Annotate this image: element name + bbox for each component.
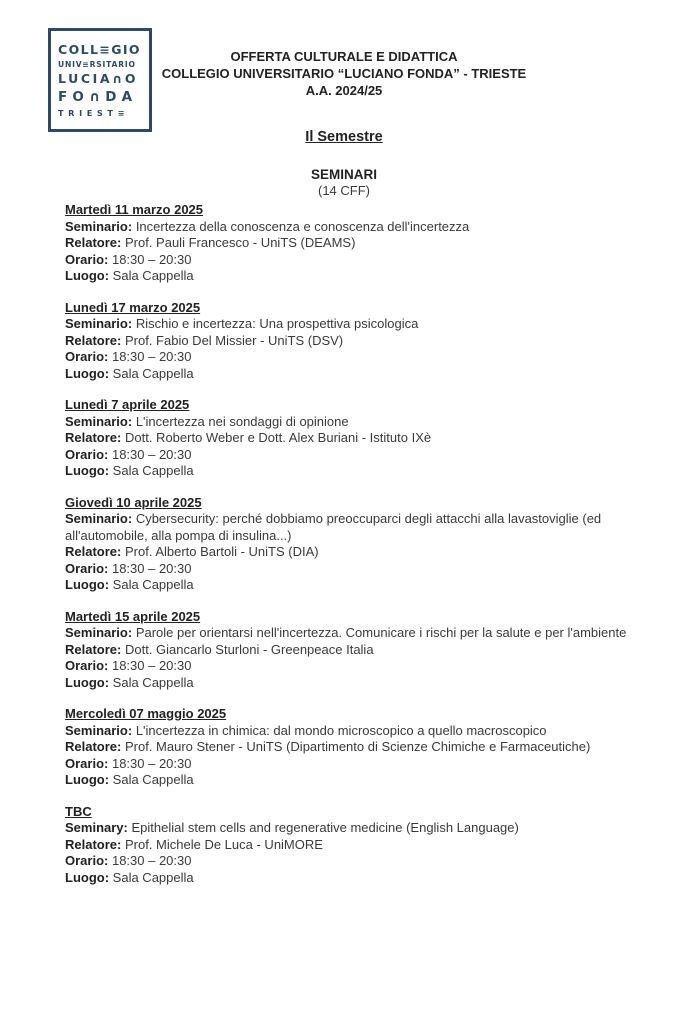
seminar-place-line [65,366,627,383]
seminar-speaker-line [65,837,627,854]
orario-label: Orario: [65,658,109,673]
seminar-list [0,199,688,886]
logo-line-luciano: LUCIA∩O [58,71,139,87]
header-title-line-2: COLLEGIO UNIVERSITARIO “LUCIANO FONDA” - TRIESTE [161,66,527,81]
seminar-title-line [65,219,627,236]
luogo-label: Luogo: [65,463,110,478]
logo-line-fonda: FO∩DA [58,89,138,106]
seminar-place-line [65,268,627,285]
relatore-label: Relatore: [65,430,122,445]
semester-heading: Il Semestre [305,129,383,145]
seminar-date: Martedì 15 aprile 2025 [65,608,201,624]
seminar-place: Sala Cappella [112,577,194,592]
seminar-title-line [65,723,627,740]
seminar-date: Lunedì 17 marzo 2025 [65,299,201,315]
seminar-speaker-line [65,544,627,561]
seminar-title: Parole per orientarsi nell'incertezza. Comunicare i rischi per la salute e per l'ambiente [135,625,627,640]
luogo-label: Luogo: [65,268,110,283]
logo-line-collegio: COLL≡GIO [58,41,141,57]
seminar-entry-1 [65,202,627,285]
seminar-title-line [65,511,627,544]
luogo-label: Luogo: [65,772,110,787]
relatore-label: Relatore: [65,836,122,852]
header-title-line-3: A.A. 2024/25 [305,83,383,98]
seminar-place: Sala Cappella [112,772,194,787]
seminar-speaker-line [65,333,627,350]
seminar-time: 18:30 – 20:30 [111,853,192,868]
seminar-time-line [65,349,627,366]
seminar-speaker-line [65,739,627,756]
section-credits: (14 CFF) [318,183,370,198]
seminar-speaker-line [65,430,627,447]
collegio-fonda-logo [48,28,152,132]
seminar-title: Rischio e incertezza: Una prospettiva psicologica [135,316,419,331]
orario-label: Orario: [65,755,109,771]
seminar-place: Sala Cappella [112,674,194,690]
seminar-title: Incertezza della conoscenza e conoscenza dell'incertezza [135,218,470,234]
seminar-speaker: Prof. Fabio Del Missier - UniTS (DSV) [124,332,344,348]
seminar-place-line [65,772,627,789]
seminar-title: Cybersecurity: perché dobbiamo preoccuparci degli attacchi alla lavastoviglie (ed all'automobile, alla pompa di insulina...) [65,511,602,543]
orario-label: Orario: [65,853,109,868]
seminar-title: L'incertezza nei sondaggi di opinione [135,413,349,429]
orario-label: Orario: [65,251,109,267]
section-heading: SEMINARI [310,167,377,182]
seminar-label: Seminario: [65,316,133,331]
seminar-time-line [65,447,627,464]
seminar-speaker: Prof. Mauro Stener - UniTS (Dipartimento di Scienze Chimiche e Farmaceutiche) [124,739,591,754]
seminar-label: Seminary: [65,820,128,835]
seminar-date: Lunedì 7 aprile 2025 [65,397,190,412]
header-title-line-1: OFFERTA CULTURALE E DIDATTICA [230,49,458,64]
seminar-time-line [65,252,627,269]
seminar-label: Seminario: [65,722,133,738]
seminar-entry-7 [65,804,627,887]
seminar-date: Giovedì 10 aprile 2025 [65,494,202,510]
seminar-label: Seminario: [65,625,133,640]
seminar-place-line [65,870,627,887]
relatore-label: Relatore: [65,235,122,250]
seminar-title: L'incertezza in chimica: dal mondo microscopico a quello macroscopico [135,722,547,738]
relatore-label: Relatore: [65,739,122,754]
seminar-label: Seminario: [65,218,133,234]
seminar-entry-5 [65,609,627,692]
seminar-time: 18:30 – 20:30 [111,560,192,576]
seminar-date: Mercoledì 07 maggio 2025 [65,706,227,721]
relatore-label: Relatore: [65,332,122,348]
seminar-time-line [65,756,627,773]
seminar-title-line [65,625,627,642]
relatore-label: Relatore: [65,641,122,657]
seminar-place: Sala Cappella [112,268,194,283]
seminar-place-line [65,577,627,594]
seminar-time: 18:30 – 20:30 [111,446,192,462]
logo-line-trieste: TRIEST≡ [58,108,130,119]
seminar-speaker: Prof. Alberto Bartoli - UniTS (DIA) [124,544,319,559]
orario-label: Orario: [65,446,109,462]
seminar-speaker: Prof. Pauli Francesco - UniTS (DEAMS) [124,235,356,250]
seminar-place: Sala Cappella [112,463,194,478]
seminar-label: Seminario: [65,511,133,526]
seminar-time-line [65,561,627,578]
relatore-label: Relatore: [65,544,122,559]
seminar-entry-4 [65,495,627,594]
seminar-place-line [65,675,627,692]
seminar-place-line [65,463,627,480]
seminar-title-line [65,316,627,333]
seminar-speaker-line [65,235,627,252]
luogo-label: Luogo: [65,365,110,381]
seminar-entry-6 [65,706,627,789]
seminar-place: Sala Cappella [112,365,194,381]
seminar-entry-2 [65,300,627,383]
seminar-time-line [65,658,627,675]
seminar-date: Martedì 11 marzo 2025 [65,202,204,217]
seminar-speaker: Prof. Michele De Luca - UniMORE [124,836,323,852]
seminar-title: Epithelial stem cells and regenerative medicine (English Language) [131,820,519,835]
seminar-entry-3 [65,397,627,480]
seminar-speaker: Dott. Giancarlo Sturloni - Greenpeace Italia [124,641,374,657]
logo-line-universitario: UNIV≡RSITARIO [58,59,136,69]
orario-label: Orario: [65,349,109,364]
luogo-label: Luogo: [65,577,110,592]
seminar-time-line [65,853,627,870]
seminar-date: TBC [65,803,92,819]
seminar-speaker: Dott. Roberto Weber e Dott. Alex Buriani - Istituto IXè [124,430,432,445]
luogo-label: Luogo: [65,869,110,885]
seminar-time: 18:30 – 20:30 [111,251,192,267]
seminar-speaker-line [65,642,627,659]
luogo-label: Luogo: [65,674,110,690]
seminar-title-line [65,414,627,431]
seminar-title-line [65,820,627,837]
seminar-label: Seminario: [65,413,133,429]
seminar-time: 18:30 – 20:30 [111,658,192,673]
orario-label: Orario: [65,560,109,576]
seminar-time: 18:30 – 20:30 [111,755,192,771]
seminar-time: 18:30 – 20:30 [111,349,192,364]
seminar-place: Sala Cappella [112,869,194,885]
